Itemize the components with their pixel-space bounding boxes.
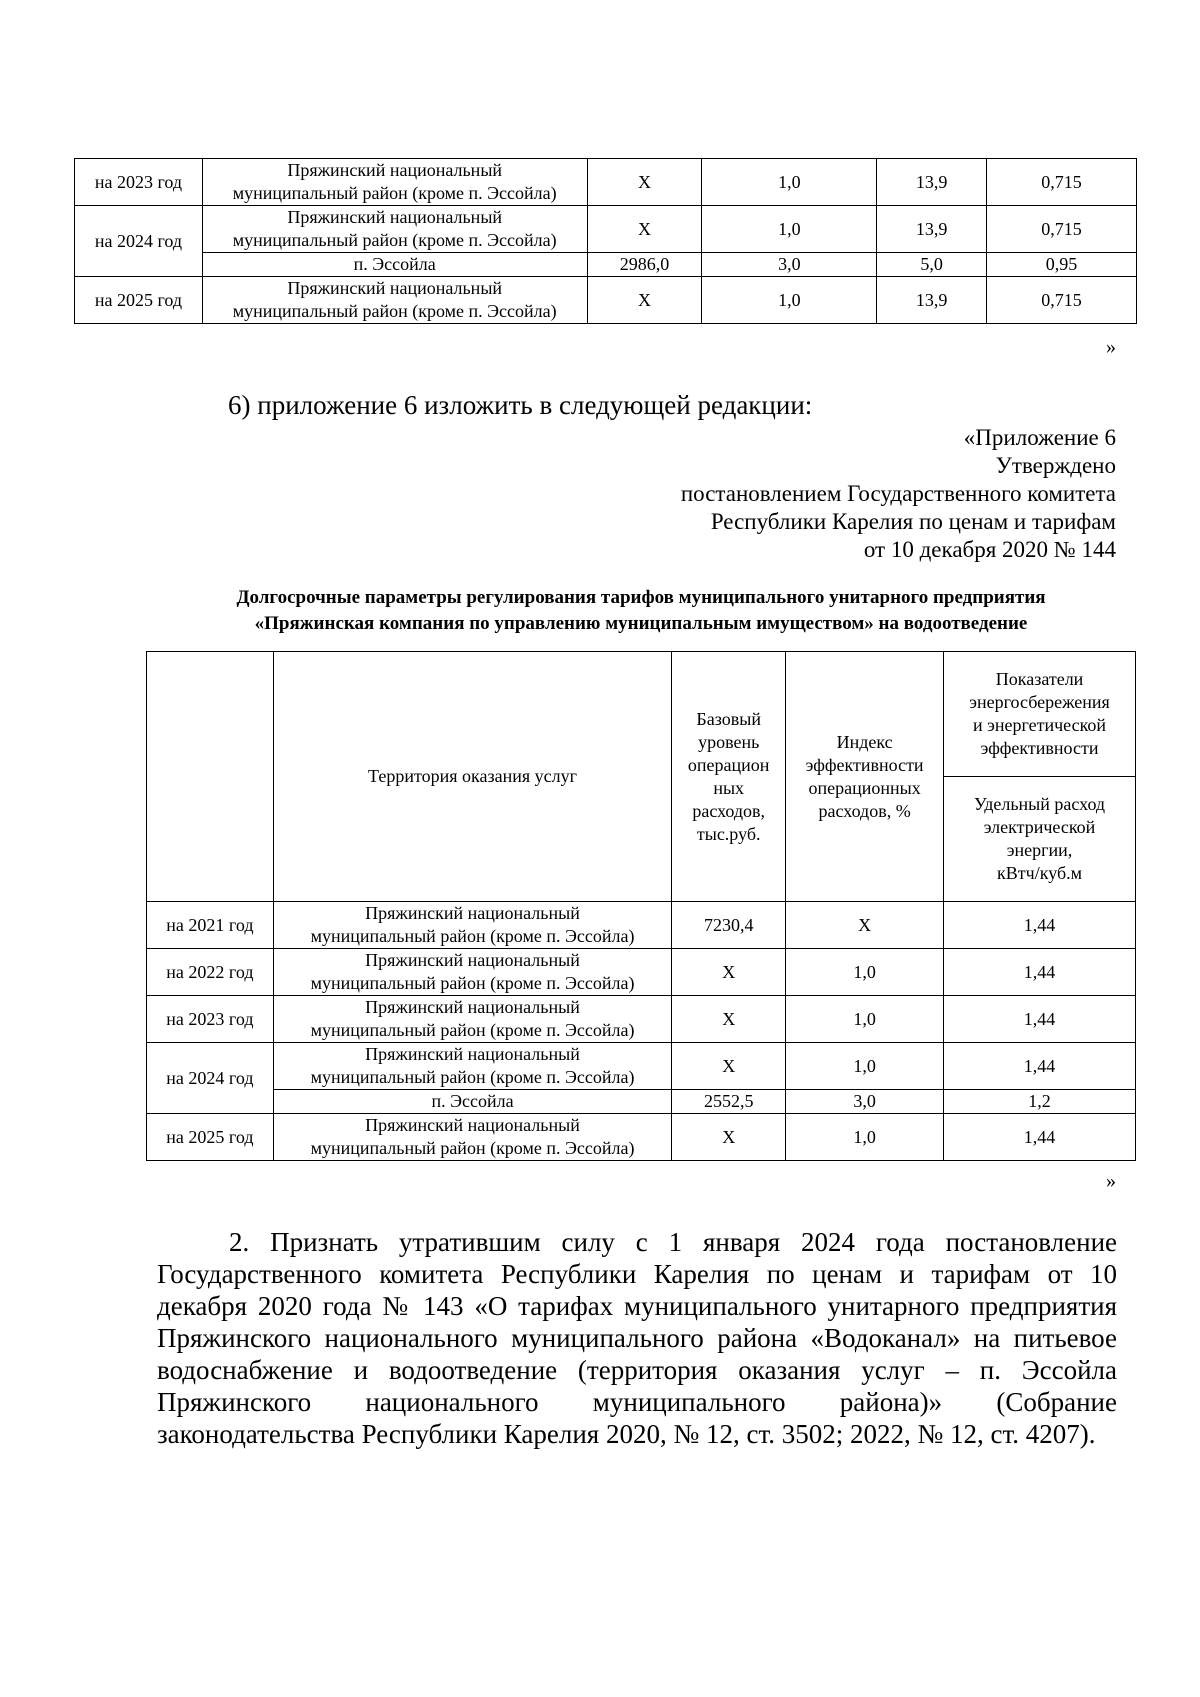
base-cell: X	[672, 1114, 786, 1161]
header-index: Индекс эффективности операционных расходов, %	[786, 652, 944, 902]
table-title-line: «Пряжинская компания по управлению муниципальным имуществом» на водоотведение	[254, 613, 1028, 634]
table-header-row	[147, 652, 1136, 777]
energy-cell: 1,2	[944, 1090, 1136, 1114]
table-row	[75, 277, 1137, 324]
base-cell: X	[672, 996, 786, 1043]
year-cell: на 2021 год	[147, 902, 274, 949]
header-energy-group: Показатели энергосбережения и энергетической эффективности	[944, 652, 1136, 777]
approval-block	[681, 424, 1116, 564]
base-cell: 2986,0	[587, 253, 702, 277]
approval-line: от 10 декабря 2020 № 144	[863, 537, 1116, 562]
table-row	[147, 996, 1136, 1043]
index-cell: 1,0	[702, 277, 877, 324]
index-cell: 1,0	[786, 996, 944, 1043]
base-cell: 2552,5	[672, 1090, 786, 1114]
approval-line: «Приложение 6	[963, 425, 1116, 450]
value-cell: 13,9	[877, 277, 987, 324]
index-cell: X	[786, 902, 944, 949]
closing-quote: »	[1106, 1170, 1116, 1192]
energy-cell: 1,44	[944, 949, 1136, 996]
header-year	[147, 652, 274, 902]
header-base: Базовый уровень операцион ных расходов, тыс.руб.	[672, 652, 786, 902]
base-cell: X	[587, 277, 702, 324]
closing-quote: »	[1106, 336, 1116, 358]
index-cell: 1,0	[786, 949, 944, 996]
base-cell: 7230,4	[672, 902, 786, 949]
value-cell: 13,9	[877, 159, 987, 206]
value-cell: 5,0	[877, 253, 987, 277]
index-cell: 3,0	[786, 1090, 944, 1114]
header-territory: Территория оказания услуг	[273, 652, 671, 902]
value-cell: 13,9	[877, 206, 987, 253]
table-row	[147, 949, 1136, 996]
index-cell: 1,0	[786, 1043, 944, 1090]
year-cell: на 2025 год	[75, 277, 203, 324]
territory-cell: Пряжинский национальный муниципальный район (кроме п. Эссойла)	[273, 1114, 671, 1161]
year-cell: на 2022 год	[147, 949, 274, 996]
territory-cell: Пряжинский национальный муниципальный район (кроме п. Эссойла)	[273, 1043, 671, 1090]
table-row	[147, 1043, 1136, 1090]
territory-cell: Пряжинский национальный муниципальный район (кроме п. Эссойла)	[273, 902, 671, 949]
year-cell: на 2024 год	[147, 1043, 274, 1114]
table-row	[147, 902, 1136, 949]
territory-cell: Пряжинский национальный муниципальный район (кроме п. Эссойла)	[202, 277, 587, 324]
base-cell: X	[587, 206, 702, 253]
territory-cell: Пряжинский национальный муниципальный район (кроме п. Эссойла)	[273, 949, 671, 996]
approval-line: постановлением Государственного комитета	[680, 481, 1116, 506]
paragraph-2-text: 2. Признать утратившим силу с 1 января 2024 года постановление Государственного комитета Республики Карелия по ценам и тарифам от 10 декабря 2020 года № 143 «О тарифах муниципального унитарного предприятия Пряжинского национального муниципального района «Водоканал» на питьевое водоснабжение и водоотведение (территория оказания услуг – п. Эссойла Пряжинского национального муниципального района)» (Собрание законодательства Республики Карелия 2020, № 12, ст. 3502; 2022, № 12, ст. 4207).	[157, 1227, 1117, 1449]
base-cell: X	[672, 949, 786, 996]
year-cell: на 2025 год	[147, 1114, 274, 1161]
table-row	[147, 1090, 1136, 1114]
approval-line: Утверждено	[995, 453, 1116, 478]
index-cell: 1,0	[702, 159, 877, 206]
table-row	[147, 1114, 1136, 1161]
energy-cell: 1,44	[944, 1043, 1136, 1090]
year-cell: на 2023 год	[147, 996, 274, 1043]
table-title-line: Долгосрочные параметры регулирования тарифов муниципального унитарного предприятия	[236, 587, 1046, 608]
year-cell: на 2023 год	[75, 159, 203, 206]
territory-cell: Пряжинский национальный муниципальный район (кроме п. Эссойла)	[202, 159, 587, 206]
value-cell: 0,715	[987, 206, 1137, 253]
energy-cell: 1,44	[944, 996, 1136, 1043]
index-cell: 3,0	[702, 253, 877, 277]
index-cell: 1,0	[702, 206, 877, 253]
energy-cell: 1,44	[944, 1114, 1136, 1161]
approval-line: Республики Карелия по ценам и тарифам	[710, 509, 1116, 534]
value-cell: 0,715	[987, 159, 1137, 206]
energy-cell: 1,44	[944, 902, 1136, 949]
paragraph-2	[157, 1226, 1117, 1450]
tariff-parameters-table	[146, 651, 1136, 1161]
table-row	[75, 159, 1137, 206]
territory-cell: Пряжинский национальный муниципальный район (кроме п. Эссойла)	[202, 206, 587, 253]
territory-cell: Пряжинский национальный муниципальный район (кроме п. Эссойла)	[273, 996, 671, 1043]
year-cell: на 2024 год	[75, 206, 203, 277]
table-row	[75, 253, 1137, 277]
item-6-text: 6) приложение 6 изложить в следующей редакции:	[228, 390, 813, 420]
territory-cell: п. Эссойла	[273, 1090, 671, 1114]
territory-cell: п. Эссойла	[202, 253, 587, 277]
base-cell: X	[672, 1043, 786, 1090]
header-energy-sub: Удельный расход электрической энергии, кВтч/куб.м	[944, 777, 1136, 902]
index-cell: 1,0	[786, 1114, 944, 1161]
value-cell: 0,715	[987, 277, 1137, 324]
table-title	[146, 585, 1136, 637]
table-row	[75, 206, 1137, 253]
base-cell: X	[587, 159, 702, 206]
tariff-table-continuation	[74, 158, 1137, 324]
value-cell: 0,95	[987, 253, 1137, 277]
